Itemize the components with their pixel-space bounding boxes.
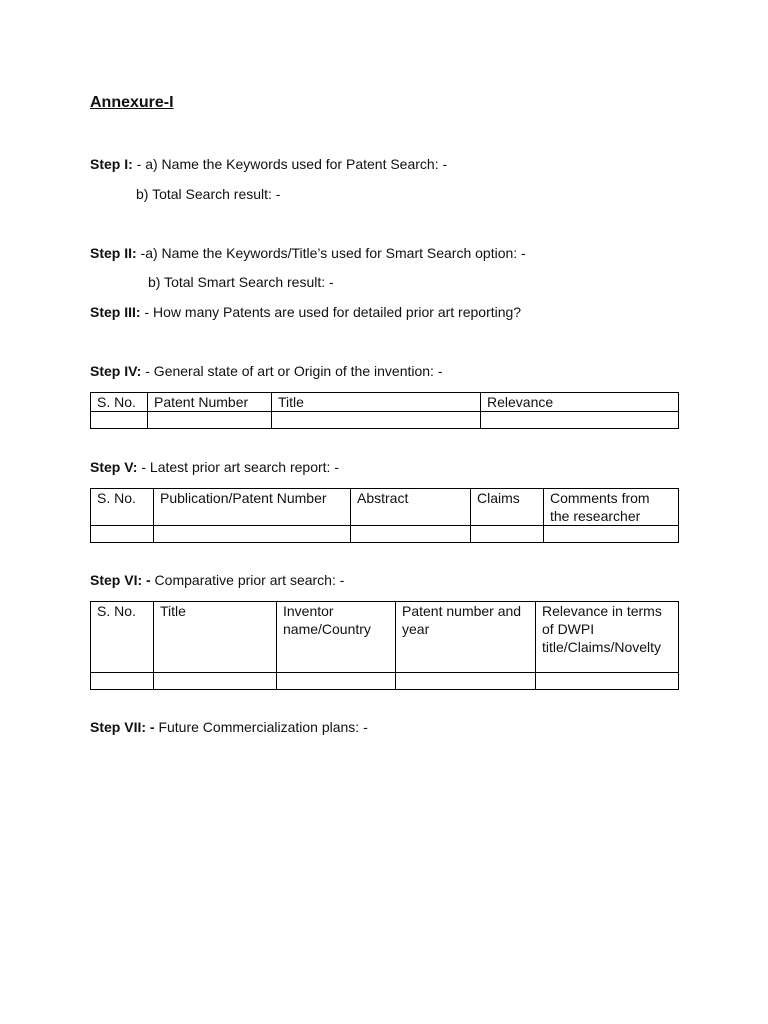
step-4-line [90, 362, 443, 380]
table-cell[interactable] [396, 673, 536, 690]
step-3-line [90, 303, 521, 321]
step-5-table [90, 488, 679, 543]
step-4-question: - General state of art or Origin of the invention: - [141, 363, 443, 379]
table-cell[interactable] [91, 526, 154, 543]
step-7-label: Step VII: - [90, 719, 155, 735]
step-2-question-b: b) Total Smart Search result: - [148, 274, 334, 290]
step-2-question-a: -a) Name the Keywords/Title’s used for Smart Search option: - [136, 245, 526, 261]
table-header-row [91, 602, 679, 673]
table-row [91, 673, 679, 690]
step-3-label: Step III: [90, 304, 141, 320]
table-header-cell: Patent Number [148, 393, 272, 412]
table-cell[interactable] [471, 526, 544, 543]
table-cell[interactable] [154, 673, 277, 690]
step-7-line [90, 718, 368, 736]
table-cell[interactable] [148, 412, 272, 429]
table-cell[interactable] [91, 412, 148, 429]
table-header-cell: Title [272, 393, 481, 412]
step-2-line-a [90, 244, 526, 262]
table-row [91, 412, 679, 429]
table-header-cell: Inventor name/Country [277, 602, 396, 673]
table-header-cell: Patent number and year [396, 602, 536, 673]
table-cell[interactable] [154, 526, 351, 543]
table-cell[interactable] [481, 412, 679, 429]
table-header-cell: Relevance [481, 393, 679, 412]
table-header-cell: S. No. [91, 393, 148, 412]
table-cell[interactable] [536, 673, 679, 690]
table-header-cell: Claims [471, 489, 544, 526]
table-cell[interactable] [351, 526, 471, 543]
table-header-cell: Abstract [351, 489, 471, 526]
step-2-label: Step II: [90, 245, 137, 261]
step-1-label: Step I: [90, 156, 133, 172]
step-6-table [90, 601, 679, 690]
step-4-label: Step IV: [90, 363, 142, 379]
step-5-line [90, 458, 339, 476]
table-cell[interactable] [544, 526, 679, 543]
step-1-question-b: b) Total Search result: - [136, 186, 281, 202]
table-header-cell: Comments from the researcher [544, 489, 679, 526]
table-header-cell: S. No. [91, 489, 154, 526]
table-header-cell: S. No. [91, 602, 154, 673]
table-header-cell: Title [154, 602, 277, 673]
step-1-question-a: - a) Name the Keywords used for Patent Search: - [132, 156, 448, 172]
step-6-label: Step VI: - [90, 572, 151, 588]
table-header-cell: Publication/Patent Number [154, 489, 351, 526]
step-1-line-a [90, 155, 447, 173]
step-6-question: Comparative prior art search: - [150, 572, 345, 588]
table-header-row [91, 489, 679, 526]
table-cell[interactable] [272, 412, 481, 429]
table-header-cell: Relevance in terms of DWPI title/Claims/Novelty [536, 602, 679, 673]
table-cell[interactable] [277, 673, 396, 690]
table-row [91, 526, 679, 543]
step-5-label: Step V: [90, 459, 138, 475]
step-3-question: - How many Patents are used for detailed prior art reporting? [140, 304, 522, 320]
step-4-table [90, 392, 679, 429]
step-7-question: Future Commercialization plans: - [154, 719, 368, 735]
step-5-question: - Latest prior art search report: - [137, 459, 339, 475]
step-6-line [90, 571, 344, 589]
page-title: Annexure-I [90, 94, 174, 111]
table-header-row [91, 393, 679, 412]
table-cell[interactable] [91, 673, 154, 690]
